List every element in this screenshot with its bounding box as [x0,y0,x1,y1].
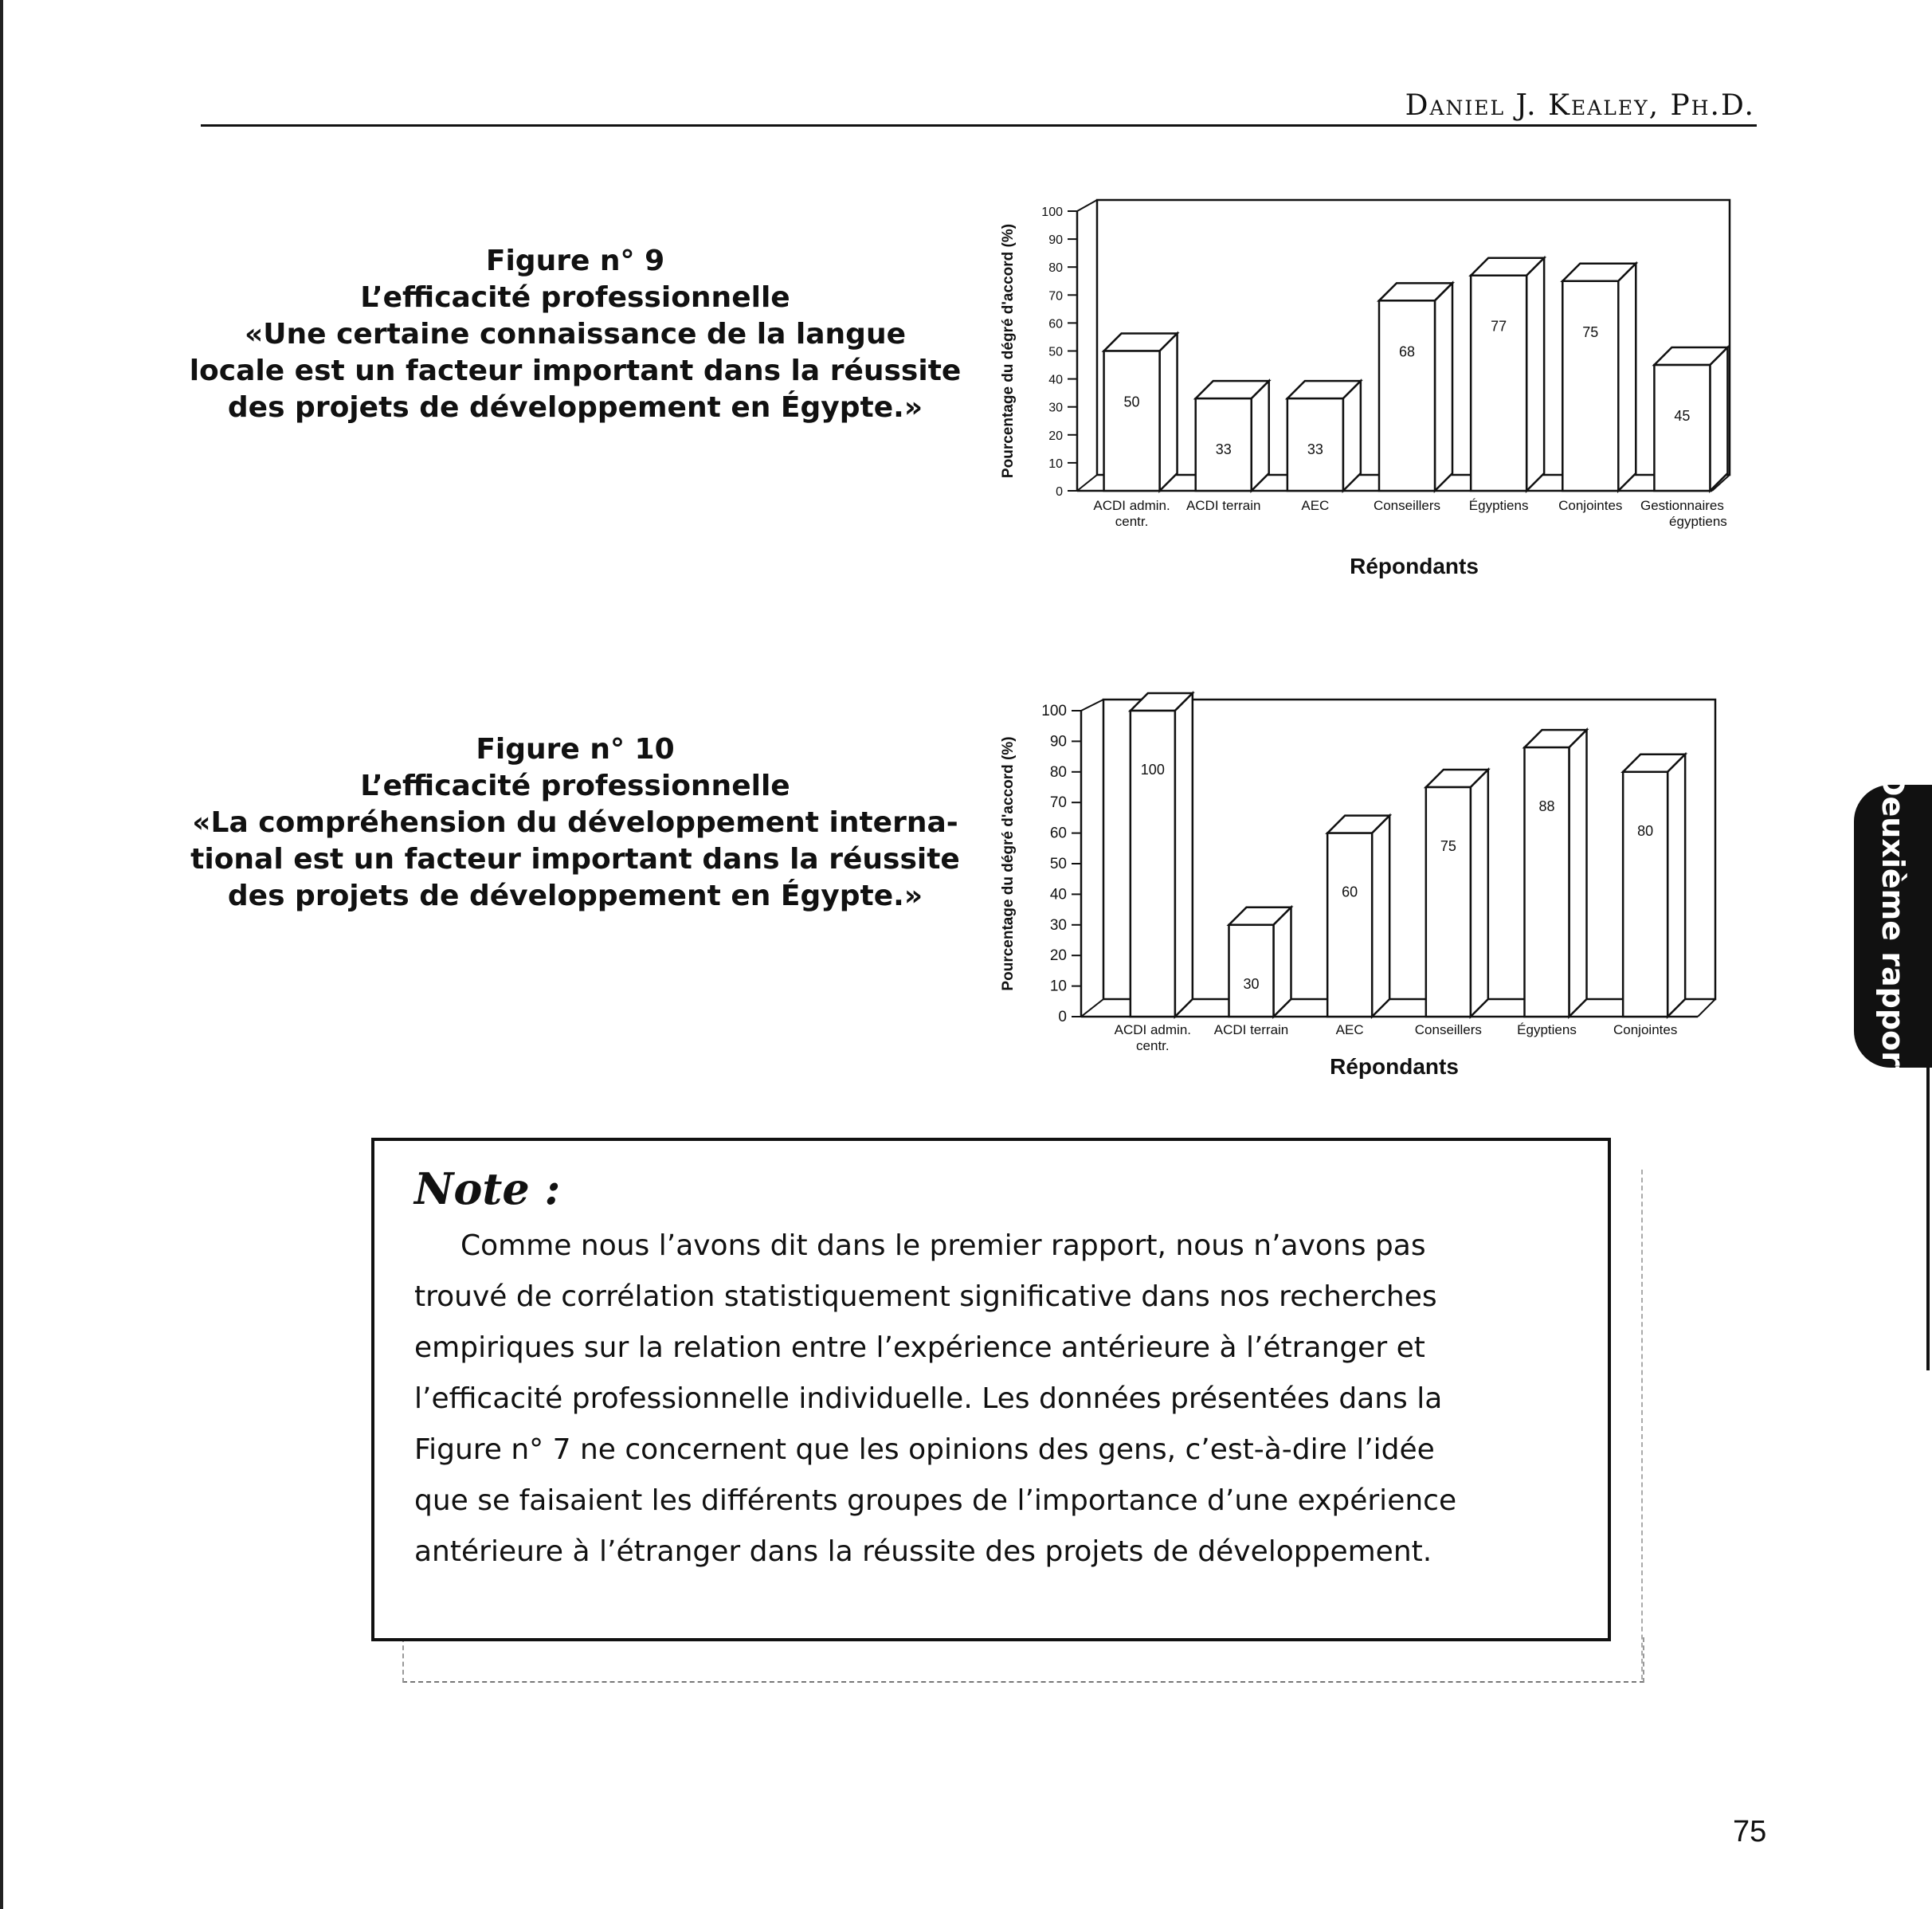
y-tick-label: 80 [1048,261,1063,276]
bar [1379,300,1435,491]
bar [1104,351,1160,492]
figure-9-caption [177,243,974,426]
note-line: trouvé de corrélation statistiquement significative dans nos recherches [414,1280,1437,1313]
bar [1229,925,1274,1017]
header-rule [201,124,1757,127]
bar [1623,772,1667,1017]
y-axis-label: Pourcentage du dégré d'accord (%) [1000,223,1017,479]
note-box-shadow [402,1637,1644,1683]
y-tick-label: 30 [1049,916,1067,934]
y-tick-label: 60 [1049,825,1067,842]
page-number: 75 [1733,1815,1767,1848]
y-tick-label: 40 [1048,373,1063,387]
category-label: centr. [1115,514,1149,529]
category-label: Égyptiens [1468,498,1529,513]
note-line: l’efficacité professionnelle individuelle. Les données présentées dans la [414,1382,1443,1415]
bar-side [1526,258,1544,491]
bar [1525,747,1570,1017]
category-label: centr. [1136,1038,1170,1053]
figure-10-caption-line: tional est un facteur important dans la réussite [190,843,960,876]
y-tick-label: 90 [1048,233,1063,248]
y-tick-label: 30 [1048,401,1063,415]
category-label: Égyptiens [1517,1022,1577,1037]
running-head-author: Daniel J. Kealey, Ph.D. [1405,89,1755,122]
x-axis-label: Répondants [1350,554,1479,578]
category-label: Conseillers [1373,498,1441,513]
y-tick-label: 50 [1048,345,1063,359]
bar [1471,276,1526,491]
bar-side [1435,283,1452,491]
category-label: Conseillers [1414,1022,1482,1037]
y-tick-label: 50 [1049,856,1067,872]
data-label: 68 [1398,343,1416,360]
y-tick-label: 10 [1048,457,1063,471]
bar [1426,787,1471,1017]
bar-side [1471,770,1488,1017]
y-tick-label: 60 [1048,317,1063,331]
bar-side [1252,381,1269,491]
figure-9-chart [992,191,1749,585]
y-tick-label: 100 [1041,703,1067,719]
figure-9-caption-line: «Une certaine connaissance de la langue [245,318,906,351]
note-box-shadow-right [1632,1170,1643,1680]
category-label: Conjointes [1558,498,1623,513]
note-line: empiriques sur la relation entre l’expérience antérieure à l’étranger et [414,1331,1425,1364]
y-tick-label: 40 [1049,886,1067,904]
figure-9-caption-line: des projets de développement en Égypte.» [227,391,923,424]
bar-side [1343,381,1361,491]
y-tick-label: 0 [1058,1009,1067,1025]
chart-floor-edge-right [1698,999,1715,1017]
y-tick-label: 100 [1041,206,1063,219]
note-title: Note : [414,1163,561,1214]
bar-side [1570,730,1587,1017]
bar-side [1274,907,1291,1017]
data-label: 75 [1582,323,1599,340]
bar [1654,365,1710,491]
y-tick-label: 0 [1056,485,1063,499]
page-left-edge [0,0,3,1909]
bar [1562,281,1618,491]
category-label: Gestionnaires [1640,498,1724,513]
category-label: ACDI terrain [1185,498,1261,513]
section-tab-label: Deuxième rapport [1875,770,1910,1081]
note-box [371,1138,1611,1641]
bar-side [1160,334,1178,492]
figure-10-caption-line: «La compréhension du développement interna- [192,806,958,839]
y-tick-label: 90 [1049,733,1067,751]
chart-floor-edge-left [1077,475,1097,491]
figure-10-caption-line: L’efficacité professionnelle [360,770,790,802]
figure-10-chart [992,687,1749,1088]
bar-side [1175,693,1193,1017]
note-line: Figure n° 7 ne concernent que les opinions des gens, c’est-à-dire l’idée [414,1433,1435,1466]
y-tick-label: 70 [1049,794,1067,812]
y-tick-label: 70 [1048,289,1063,304]
figure-9-chart-svg [992,191,1749,582]
chart-top-edge-left [1077,200,1097,211]
chart-floor-edge-left [1081,999,1103,1017]
note-line: antérieure à l’étranger dans la réussite des projets de développement. [414,1535,1432,1568]
figure-9-caption-line: L’efficacité professionnelle [360,281,790,314]
figure-9-caption-line: Figure n° 9 [485,245,665,277]
note-line: que se faisaient les différents groupes de l’importance d’une expérience [414,1484,1457,1517]
bar-side [1372,816,1389,1017]
data-label: 50 [1123,394,1140,410]
figure-10-chart-svg [992,687,1749,1085]
bar-side [1710,347,1727,491]
category-label: ACDI admin. [1093,498,1170,513]
figure-9-caption-line: locale est un facteur important dans la réussite [189,355,962,387]
note-line: Comme nous l’avons dit dans le premier rapport, nous n’avons pas [460,1229,1426,1262]
bar-side [1667,755,1685,1017]
category-label: égyptiens [1669,514,1727,529]
bar-side [1618,264,1636,491]
y-tick-label: 20 [1049,947,1067,965]
figure-10-caption [177,731,974,915]
category-label: ACDI terrain [1213,1022,1289,1037]
category-label: AEC [1301,498,1330,513]
data-label: 30 [1243,975,1260,992]
y-axis-label: Pourcentage du dégré d'accord (%) [1000,736,1017,991]
category-label: ACDI admin. [1114,1022,1192,1037]
y-tick-label: 80 [1049,763,1067,781]
data-label: 33 [1215,441,1232,458]
category-label: AEC [1335,1022,1364,1037]
category-label: Conjointes [1613,1022,1678,1037]
data-label: 60 [1342,884,1358,900]
data-label: 75 [1440,838,1456,854]
data-label: 33 [1307,441,1323,458]
data-label: 88 [1538,798,1555,815]
y-tick-label: 20 [1048,429,1063,443]
data-label: 80 [1637,822,1654,839]
chart-top-edge-left [1081,700,1103,711]
bar [1131,711,1175,1017]
y-tick-label: 10 [1049,978,1067,995]
figure-10-caption-line: Figure n° 10 [476,733,675,766]
figure-10-caption-line: des projets de développement en Égypte.» [227,880,923,912]
data-label: 45 [1674,408,1691,425]
x-axis-label: Répondants [1330,1054,1459,1079]
bar [1327,833,1372,1017]
note-body [414,1221,1593,1578]
data-label: 77 [1491,318,1507,335]
section-tab-rule [1926,1068,1930,1370]
data-label: 100 [1140,762,1165,778]
